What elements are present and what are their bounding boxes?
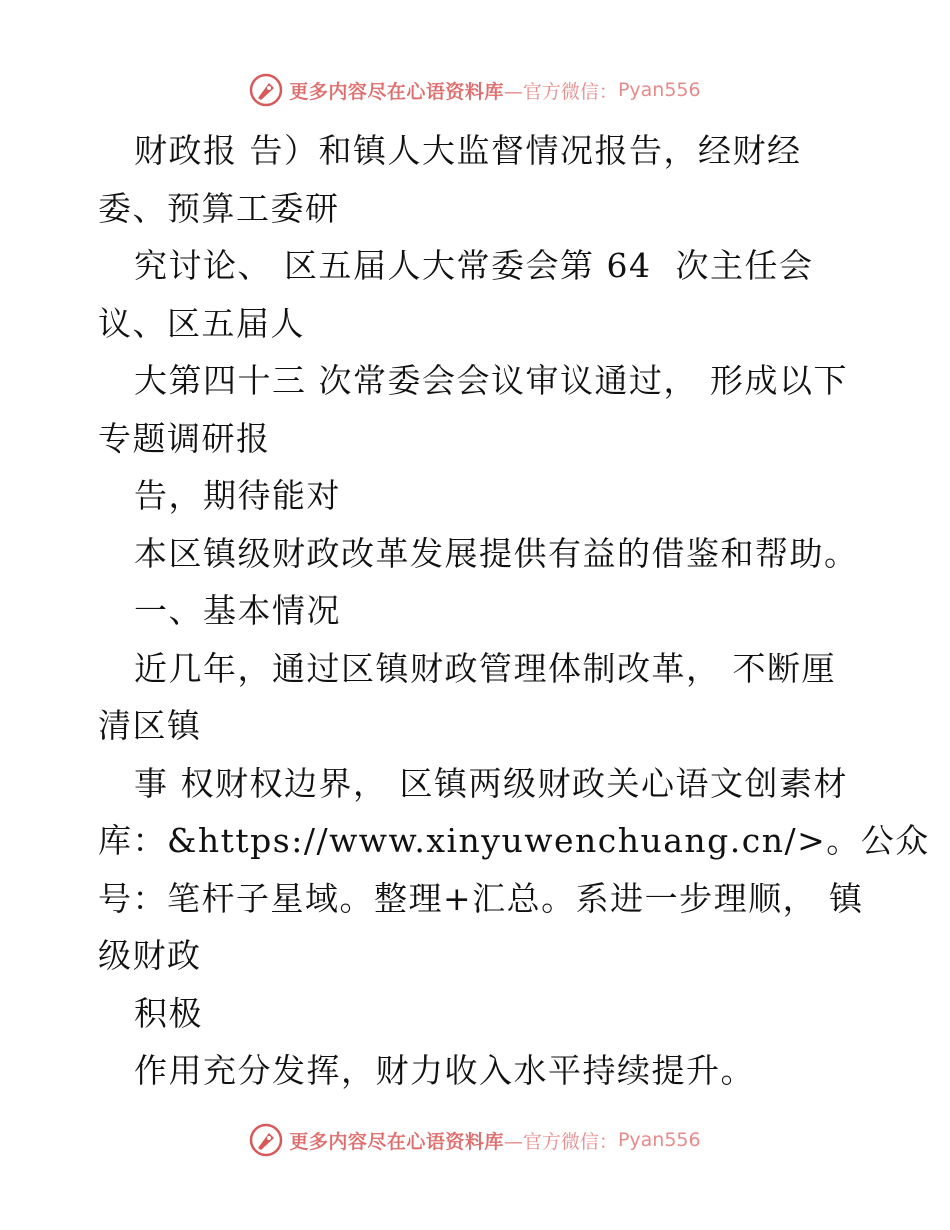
text-line: 本区镇级财政改革发展提供有益的借鉴和帮助。	[134, 533, 859, 573]
pen-nib-logo-icon	[249, 73, 283, 107]
header-banner	[0, 70, 950, 110]
banner-main-text: 更多内容尽在心语资料库	[289, 80, 504, 103]
text-line: 号：笔杆子星域。整理+汇总。系进一步理顺， 镇	[98, 878, 864, 918]
text-line: 议、区五届人	[98, 303, 305, 343]
document-body	[98, 122, 930, 1100]
pen-nib-logo-icon	[249, 1123, 283, 1157]
text-line: 事 权财权边界， 区镇两级财政关心语文创素材	[134, 763, 848, 803]
text-line: 究讨论、 区五届人大常委会第 64 次主任会	[134, 246, 814, 285]
banner-main-text: 更多内容尽在心语资料库	[289, 1130, 504, 1153]
text-line: 大第四十三 次常委会会议审议通过， 形成以下	[134, 361, 848, 400]
text-line: 专题调研报	[98, 418, 271, 458]
text-line: 财政报 告）和镇人大监督情况报告，经财经	[134, 131, 802, 170]
banner-wechat-id: Pyan556	[617, 79, 701, 101]
text-line: 告，期待能对	[134, 476, 341, 515]
section-heading: 一、基本情况	[134, 591, 341, 630]
text-line: 作用充分发挥，财力收入水平持续提升。	[134, 1051, 755, 1090]
text-line: 级财政	[98, 936, 202, 975]
banner-separator-text: —官方微信：	[503, 80, 618, 103]
footer-banner	[0, 1120, 950, 1160]
text-line: 积极	[134, 993, 203, 1033]
text-line: 库：&https://www.xinyuwenchuang.cn/>。公众	[98, 821, 930, 860]
text-line: 清区镇	[98, 706, 202, 745]
text-line: 近几年，通过区镇财政管理体制改革， 不断厘	[134, 648, 836, 688]
banner-wechat-id: Pyan556	[617, 1129, 701, 1151]
text-line: 委、预算工委研	[98, 188, 340, 228]
banner-separator-text: —官方微信：	[503, 1130, 618, 1153]
